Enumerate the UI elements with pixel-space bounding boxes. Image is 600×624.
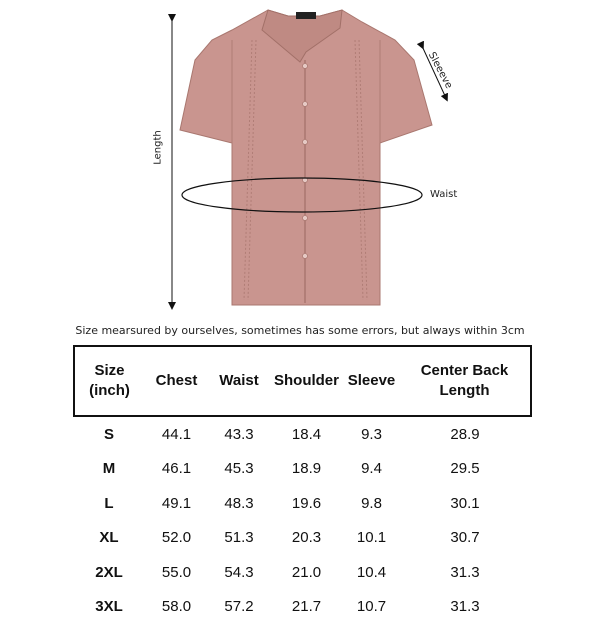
size-cell: M: [74, 452, 144, 487]
chest-cell: 46.1: [144, 452, 209, 487]
size-cell: XL: [74, 521, 144, 556]
center-back-length-cell: 29.5: [399, 452, 531, 487]
waist-cell: 54.3: [209, 555, 269, 590]
size-chart-table: [73, 345, 532, 624]
waist-cell: 57.2: [209, 590, 269, 624]
center-back-length-cell: 31.3: [399, 590, 531, 624]
size-cell: 2XL: [74, 555, 144, 590]
chest-cell: 55.0: [144, 555, 209, 590]
table-header-row: [74, 346, 531, 416]
table-row: [74, 521, 531, 556]
shoulder-cell: 19.6: [269, 486, 344, 521]
header-waist: [209, 346, 269, 416]
header-center-back-length-line: Center Back: [399, 361, 530, 381]
waist-label: Waist: [430, 189, 457, 200]
size-cell: L: [74, 486, 144, 521]
measurement-note: Size mearsured by ourselves, sometimes has some errors, but always within 3cm: [0, 324, 600, 337]
header-waist-line: Waist: [209, 371, 269, 391]
shoulder-cell: 21.7: [269, 590, 344, 624]
sleeve-cell: 9.8: [344, 486, 399, 521]
header-chest: [144, 346, 209, 416]
shoulder-cell: 21.0: [269, 555, 344, 590]
waist-cell: 45.3: [209, 452, 269, 487]
header-size-line: (inch): [75, 381, 144, 401]
header-shoulder: [269, 346, 344, 416]
sleeve-cell: 9.4: [344, 452, 399, 487]
shirt-body: [180, 10, 432, 305]
sleeve-cell: 10.7: [344, 590, 399, 624]
chest-cell: 52.0: [144, 521, 209, 556]
header-center-back-length-line: Length: [399, 381, 530, 401]
length-label: Length: [153, 128, 164, 168]
waist-cell: 51.3: [209, 521, 269, 556]
shoulder-cell: 18.9: [269, 452, 344, 487]
chest-cell: 44.1: [144, 416, 209, 452]
sleeve-cell: 10.1: [344, 521, 399, 556]
table-row: [74, 416, 531, 452]
waist-cell: 43.3: [209, 416, 269, 452]
header-shoulder-line: Shoulder: [269, 371, 344, 391]
waist-cell: 48.3: [209, 486, 269, 521]
center-back-length-cell: 30.1: [399, 486, 531, 521]
table-row: [74, 452, 531, 487]
chest-cell: 58.0: [144, 590, 209, 624]
header-sleeve: [344, 346, 399, 416]
table-body: [74, 416, 531, 624]
sleeve-cell: 10.4: [344, 555, 399, 590]
sleeve-cell: 9.3: [344, 416, 399, 452]
shoulder-cell: 18.4: [269, 416, 344, 452]
size-cell: S: [74, 416, 144, 452]
header-chest-line: Chest: [144, 371, 209, 391]
center-back-length-cell: 31.3: [399, 555, 531, 590]
chest-cell: 49.1: [144, 486, 209, 521]
header-sleeve-line: Sleeve: [344, 371, 399, 391]
center-back-length-cell: 30.7: [399, 521, 531, 556]
table-row: [74, 555, 531, 590]
table-row: [74, 486, 531, 521]
header-center-back-length: [399, 346, 531, 416]
size-cell: 3XL: [74, 590, 144, 624]
center-back-length-cell: 28.9: [399, 416, 531, 452]
shoulder-cell: 20.3: [269, 521, 344, 556]
header-size: [74, 346, 144, 416]
table-row: [74, 590, 531, 624]
sleeve-label: Sleeeve: [426, 50, 454, 90]
header-size-line: Size: [75, 361, 144, 381]
